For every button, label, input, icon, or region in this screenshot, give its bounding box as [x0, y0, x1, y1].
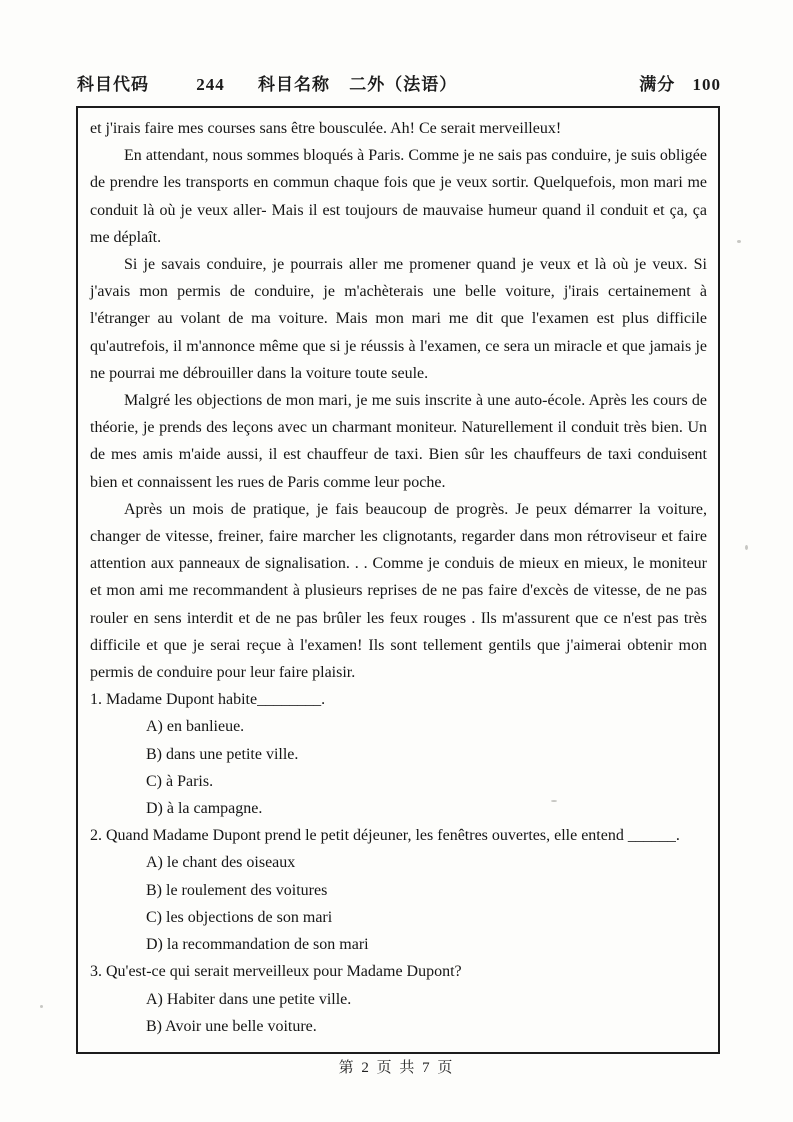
passage-paragraph: En attendant, nous sommes bloqués à Paris. Comme je ne sais pas conduire, je suis obligée de prendre les transports en commun chaque fois que je veux sortir. Quelquefois, mon mari me conduit là où je veux aller- Mais il est toujours de mauvaise humeur quand il conduit et ça, ça me déplaît.	[90, 147, 707, 246]
scan-artifact	[737, 240, 741, 243]
passage-paragraph: Après un mois de pratique, je fais beaucoup de progrès. Je peux démarrer la voiture, changer de vitesse, freiner, faire marcher les clignotants, regarder dans mon rétroviseur et faire attention aux panneaux de signalisation. . . Comme je conduis de mieux en mieux, le moniteur et mon ami me recommandent à plusieurs reprises de ne pas faire d'excès de vitesse, de ne pas rouler en sens interdit et de ne pas brûler les feux rouges . Ils m'assurent que ce n'est pas très difficile et que je serai reçue à l'examen! Ils sont tellement gentils que j'aimerai obtenir mon permis de conduire pour leur faire plaisir.	[90, 500, 707, 682]
question-text: 3. Qu'est-ce qui serait merveilleux pour Madame Dupont?	[90, 963, 462, 981]
question-option: D) à la campagne.	[146, 800, 263, 818]
subject-code-label	[77, 75, 163, 94]
question-option: A) Habiter dans une petite ville.	[146, 990, 352, 1008]
question-option: C) à Paris.	[146, 772, 214, 790]
question-option: D) la recommandation de son mari	[146, 936, 369, 954]
full-score-label: 满分	[639, 75, 676, 94]
question-option: B) le roulement des voitures	[146, 881, 328, 899]
passage-box	[76, 106, 720, 1054]
full-score-value: 100	[692, 75, 721, 94]
page-footer	[0, 1056, 793, 1077]
question-text: 2. Quand Madame Dupont prend le petit déjeuner, les fenêtres ouvertes, elle entend ______.	[90, 827, 680, 845]
question-3	[90, 958, 707, 1040]
passage-paragraph: et j'irais faire mes courses sans être bousculée. Ah! Ce serait merveilleux!	[90, 120, 562, 137]
page-indicator: 第 2 页 共 7 页	[338, 1060, 455, 1076]
question-1	[90, 686, 707, 822]
question-2	[90, 822, 707, 958]
scan-artifact	[551, 800, 557, 802]
passage-paragraph: Si je savais conduire, je pourrais aller me promener quand je veux et là où je veux. Si j'avais mon permis de conduire, je m'achèterais une belle voiture, j'irais certainement à l'étranger au volant de ma voiture. Mais mon mari me dit que l'examen est plus difficile qu'autrefois, il m'annonce même que si je réussis à l'examen, ce sera un miracle et que jamais je ne pourrai me débrouiller dans la voiture toute seule.	[90, 256, 707, 382]
question-option: B) dans une petite ville.	[146, 745, 299, 763]
subject-code-label-text: 科目代码	[77, 75, 149, 94]
subject-name-value: 二外（法语）	[349, 75, 458, 94]
scan-artifact	[40, 1005, 43, 1008]
question-option: A) en banlieue.	[146, 718, 245, 736]
subject-code-value: 244	[196, 75, 225, 94]
header-score-info	[627, 70, 721, 95]
scan-artifact	[745, 545, 748, 550]
subject-name-label: 科目名称	[258, 75, 330, 94]
question-option: C) les objections de son mari	[146, 908, 333, 926]
question-option: A) le chant des oiseaux	[146, 854, 296, 872]
header-subject-info	[77, 70, 471, 95]
page-header	[77, 70, 721, 95]
question-option: B) Avoir une belle voiture.	[146, 1017, 317, 1035]
question-text: 1. Madame Dupont habite________.	[90, 691, 326, 709]
passage-paragraph: Malgré les objections de mon mari, je me suis inscrite à une auto-école. Après les cours de théorie, je prends des leçons avec un charmant moniteur. Naturellement il conduit très bien. Un de mes amis m'aide aussi, il est chauffeur de taxi. Bien sûr les chauffeurs de taxi conduisent bien et connaissent les rues de Paris comme leur poche.	[90, 392, 707, 491]
